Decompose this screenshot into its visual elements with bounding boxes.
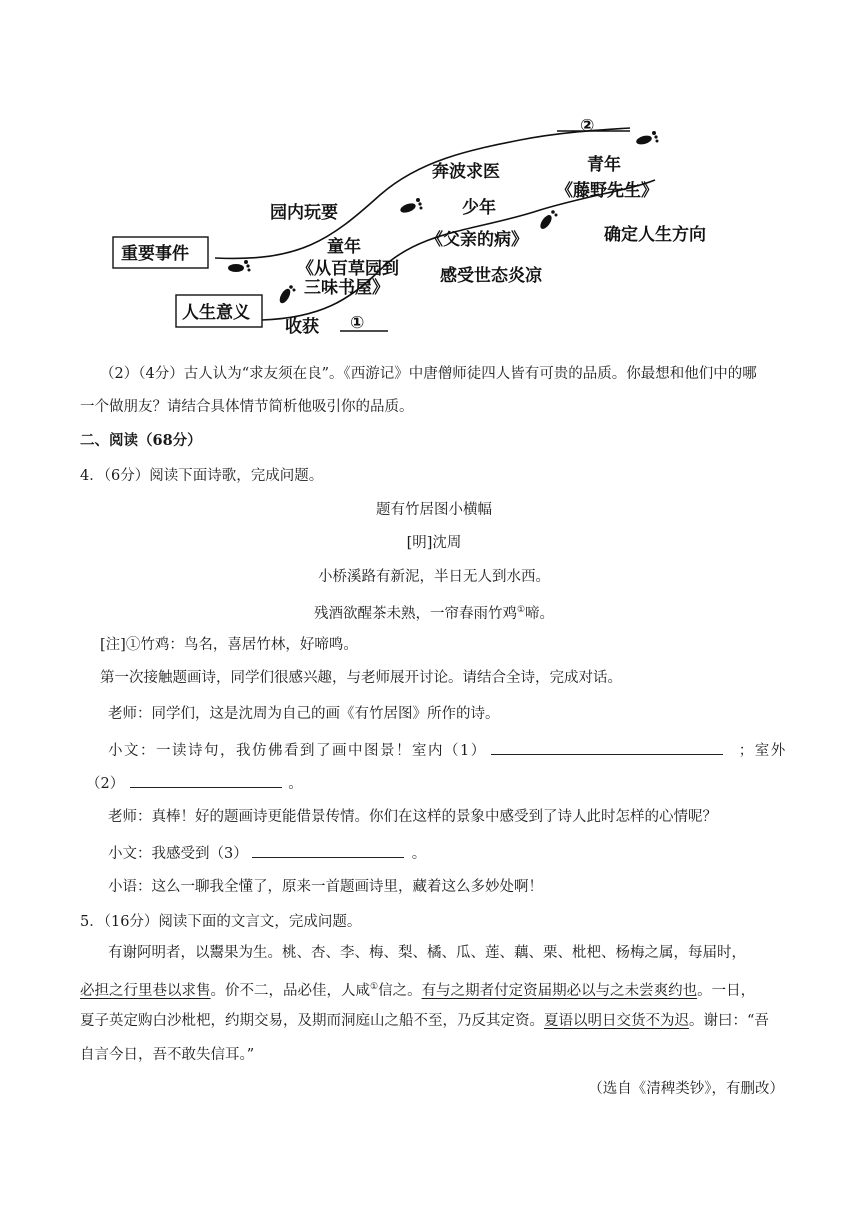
fuqin-label: 《父亲的病》 <box>426 230 528 250</box>
footnote-marker: ① <box>516 605 526 615</box>
xiaowen-line-1-outside: ；室外 <box>738 743 787 759</box>
poem-line-2-text: 残酒欲醒茶未熟，一帘春雨竹鸡 <box>313 605 517 622</box>
benbo-label: 奔波求医 <box>432 162 500 182</box>
event-box-label: 重要事件 <box>121 244 189 264</box>
xiaoyu-line: 小语：这么一聊我全懂了，原来一首题画诗里，藏着这么多妙处啊！ <box>108 879 543 895</box>
section-heading: 二、阅读（68分） <box>80 432 202 449</box>
baicao-line1: 《从百草园到 <box>297 259 399 279</box>
blank-2-label: ② <box>580 116 595 136</box>
passage-line-3-a: 夏子英定购白沙枇杷，约期交易，及期而洞庭山之船不至，乃反其定资。 <box>80 1013 544 1029</box>
life-timeline-diagram <box>0 0 868 345</box>
passage-line-4: 自言今日，吾不敢失信耳。” <box>80 1047 255 1063</box>
passage-line-3-b: 。谢曰：“吾 <box>689 1013 769 1029</box>
underlined-sentence-2: 有与之期者付定资届期必以与之未尝爽约也 <box>421 982 698 999</box>
xiaowen-line-2 <box>108 843 426 864</box>
queding-label: 确定人生方向 <box>604 225 706 245</box>
answer-blank-3[interactable] <box>252 843 404 858</box>
passage-line-2-c: 。一日， <box>697 982 756 999</box>
poem-title: 题有竹居图小横幅 <box>376 502 492 518</box>
answer-blank-1[interactable] <box>491 740 723 755</box>
xiaowen-line-1 <box>108 740 787 761</box>
passage-line-2-a: 。价不二，品必佳，人咸 <box>210 982 370 999</box>
baicao-line2: 三味书屋》 <box>304 278 389 298</box>
passage-source: （选自《清稗类钞》，有删改） <box>588 1081 784 1097</box>
passage-line-2-b: 信之。 <box>378 982 422 999</box>
footnote-marker-2: ① <box>370 982 379 992</box>
end-period-2: 。 <box>411 846 427 862</box>
teacher-line-2: 老师：真棒！好的题画诗更能借景传情。你们在这样的景象中感受到了诗人此时怎样的心情呢？ <box>108 809 717 825</box>
meaning-box-label: 人生意义 <box>182 303 250 323</box>
teen-label: 少年 <box>462 198 496 218</box>
poem-note: [注]①竹鸡：鸟名，喜居竹林，好啼鸣。 <box>100 637 358 653</box>
blank-2-marker: （2） <box>86 776 125 792</box>
teacher-line-1: 老师：同学们，这是沈周为自己的画《有竹居图》所作的诗。 <box>108 706 500 722</box>
harvest-label: 收获 <box>285 317 319 337</box>
poem-line-1: 小桥溪路有新泥，半日无人到水西。 <box>318 569 550 585</box>
q4-intro: 4．（6分）阅读下面诗歌，完成问题。 <box>80 468 324 484</box>
ganshou-label: 感受世态炎凉 <box>440 266 542 286</box>
underlined-sentence-1: 必担之行里巷以求售 <box>80 982 211 999</box>
poem-line-2-end: 啼。 <box>525 605 555 622</box>
q2-line2: 一个做朋友？请结合具体情节简析他吸引你的品质。 <box>80 399 414 415</box>
passage-line-1: 有谢阿明者，以鬻果为生。桃、杏、李、梅、梨、橘、瓜、莲、藕、栗、枇杷、杨梅之属，每届时， <box>108 945 746 961</box>
poem-author: [明]沈周 <box>406 535 462 551</box>
underlined-sentence-3: 夏语以明日交货不为迟 <box>544 1013 689 1029</box>
xiaowen-line-1-text: 小文：一读诗句，我仿佛看到了画中图景！室内（1） <box>108 743 487 759</box>
childhood-label: 童年 <box>327 237 361 257</box>
answer-blank-2[interactable] <box>130 773 282 788</box>
tengye-label: 《藤野先生》 <box>556 181 658 201</box>
q2-line1: （2）（4分）古人认为“求友须在良”。《西游记》中唐僧师徒四人皆有可贵的品质。你最想和他们中的哪 <box>100 366 757 382</box>
passage-line-3 <box>80 1011 769 1031</box>
poem-line-2 <box>0 600 868 624</box>
xiaowen-line-2-text: 小文：我感受到（3） <box>108 846 248 862</box>
xiaowen-line-1-cont <box>86 773 303 794</box>
end-period-1: 。 <box>288 776 303 792</box>
q4-context: 第一次接触题画诗，同学们很感兴趣，与老师展开讨论。请结合全诗，完成对话。 <box>100 670 622 686</box>
blank-1-label: ① <box>350 313 365 333</box>
q5-intro: 5．（16分）阅读下面的文言文，完成问题。 <box>80 914 362 930</box>
yuannei-label: 园内玩要 <box>270 203 338 223</box>
passage-line-2 <box>80 977 755 1001</box>
youth-label: 青年 <box>587 155 621 175</box>
